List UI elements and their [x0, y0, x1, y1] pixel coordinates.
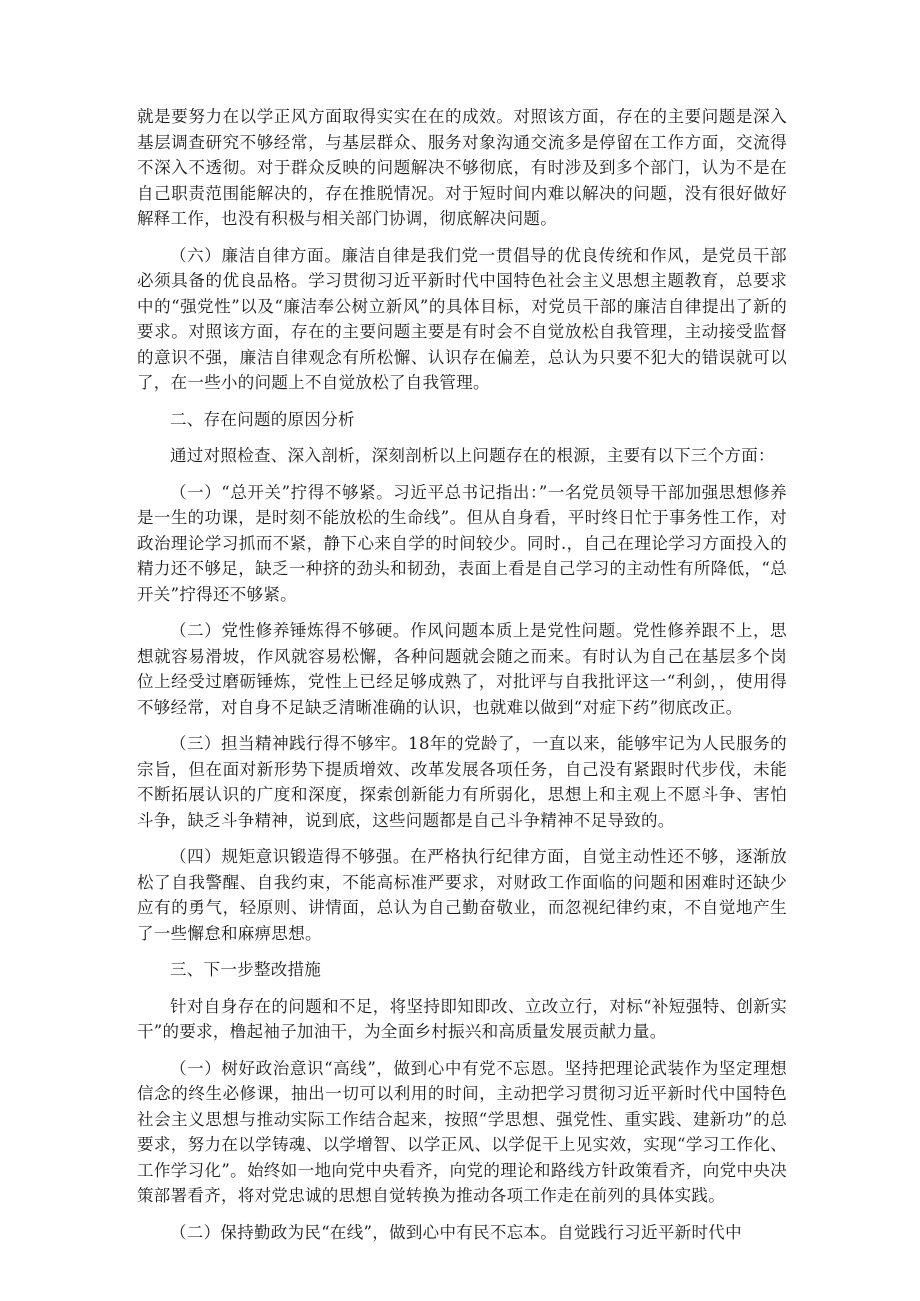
- paragraph-cause-2: （二）党性修养锤炼得不够硬。作风问题本质上是党性问题。党性修养跟不上，思想就容易滑坡，作风就容易松懈，各种问题就会随之而来。有时认为自己在基层多个岗位上经受过磨砺锤炼，党性上已经足够成熟了，对批评与自我批评这一“利剑，，使用得不够经常，对自身不足缺乏清晰准确的认识，也就难以做到“对症下药”彻底改正。: [137, 621, 787, 717]
- document-page: [137, 104, 787, 1256]
- paragraph-cause-1: （一）“总开关”拧得不够紧。习近平总书记指出：”一名党员领导干部加强思想修养是一生的功课，是时刻不能放松的生命线”。但从自身看，平时终日忙于事务性工作，对政治理论学习抓而不紧，静下心来自学的时间较少。同时.，自己在理论学习方面投入的精力还不够足，缺乏一种挤的劲头和韧劲，表面上看是自己学习的主动性有所降低，“总开关”拧得还不够紧。: [137, 482, 787, 604]
- paragraph-cause-3: （三）担当精神践行得不够牢。18年的党龄了，一直以来，能够牢记为人民服务的宗旨，但在面对新形势下提质增效、改革发展各项任务，自己没有紧跟时代步伐，未能不断拓展认识的广度和深度，探索创新能力有所弱化，思想上和主观上不愿斗争、害怕斗争，缺乏斗争精神，说到底，这些问题都是自己斗争精神不足导致的。: [137, 734, 787, 830]
- paragraph-continuation: 就是要努力在以学正风方面取得实实在在的成效。对照该方面，存在的主要问题是深入基层调查研究不够经常，与基层群众、服务对象沟通交流多是停留在工作方面，交流得不深入不透彻。对于群众反映的问题解决不够彻底，有时涉及到多个部门，认为不是在自己职责范围能解决的，存在推脱情况。对于短时间内难以解决的问题，没有很好做好解释工作，也没有积极与相关部门协调，彻底解决问题。: [137, 107, 787, 228]
- paragraph-measure-2: （二）保持勤政为民“在线”，做到心中有民不忘本。自觉践行习近平新时代中: [170, 1222, 742, 1242]
- paragraph-cause-intro: 通过对照检查、深入剖析，深刻剖析以上问题存在的根源，主要有以下三个方面：: [170, 446, 775, 465]
- paragraph-clean-self-discipline: （六）廉洁自律方面。廉洁自律是我们党一贯倡导的优良传统和作风，是党员干部必须具备的优良品格。学习贯彻习近平新时代中国特色社会主义思想主题教育，总要求中的“强党性”以及“廉洁奉公树立新风”的具体目标，对党员干部的廉洁自律提出了新的要求。对照该方面，存在的主要问题主要是有时会不自觉放松自我管理，主动接受监督的意识不强，廉洁自律观念有所松懈、认识存在偏差，总认为只要不犯大的错误就可以了，在一些小的问题上不自觉放松了自我管理。: [137, 245, 787, 392]
- section-heading-cause-analysis: 二、存在问题的原因分析: [170, 409, 355, 429]
- paragraph-cause-4: （四）规矩意识锻造得不够强。在严格执行纪律方面，自觉主动性还不够，逐渐放松了自我警醒、自我约束，不能高标准严要求，对财政工作面临的问题和困难时还缺少应有的勇气，轻原则、讲情面，总认为自己勤奋敬业，而忽视纪律约束，不自觉地产生了一些懈怠和麻痹思想。: [137, 847, 787, 943]
- paragraph-measure-1: （一）树好政治意识“高线”，做到心中有党不忘恩。坚持把理论武装作为坚定理想信念的终生必修课，抽出一切可以利用的时间，主动把学习贯彻习近平新时代中国特色社会主义思想与推动实际工作结合起来，按照“学思想、强党性、重实践、建新功”的总要求，努力在以学铸魂、以学增智、以学正风、以学促干上见实效，实现“学习工作化、工作学习化”。始终如一地向党中央看齐，向党的理论和路线方针政策看齐，向党中央决策部署看齐，将对党忠诚的思想自觉转换为推动各项工作走在前列的具体实践。: [137, 1058, 787, 1205]
- paragraph-rectification-intro: 针对自身存在的问题和不足，将坚持即知即改、立改立行，对标“补短强特、创新实干”的要求，橹起袖子加油干，为全面乡村振兴和高质量发展贡献力量。: [137, 996, 787, 1041]
- section-heading-rectification: 三、下一步整改措施: [170, 960, 322, 979]
